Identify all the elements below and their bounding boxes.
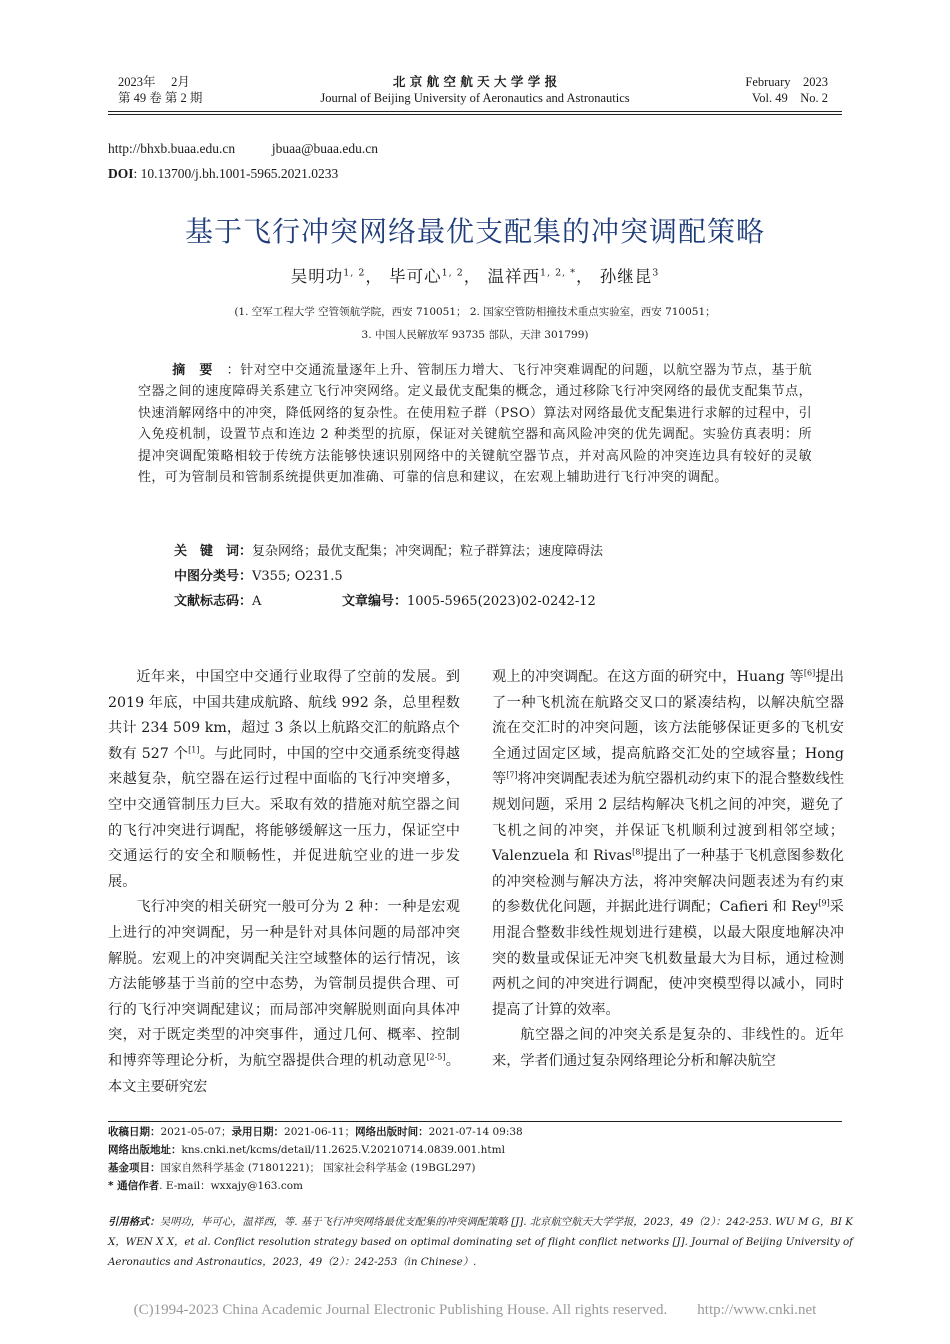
affiliation-line-1: (1. 空军工程大学 空管领航学院，西安 710051； 2. 国家空管防相撞技术重点实验室，西安 710051；: [234, 306, 716, 318]
header-right: [640, 74, 828, 106]
online-date: 2021-07-14 09:38: [428, 1126, 523, 1138]
body-paragraph: 航空器之间的冲突关系是复杂的、非线性的。近年来，学者们通过复杂网络理论分析和解决航空: [492, 1027, 844, 1069]
received-label: 收稿日期：: [108, 1126, 161, 1138]
doi-label: DOI: [108, 166, 134, 181]
accepted-date: 2021-06-11；: [284, 1126, 356, 1138]
issue-volume-cn: 第 49 卷 第 2 期: [118, 91, 203, 105]
author-name: 毕可心: [389, 267, 442, 286]
doi-line: [108, 166, 338, 182]
doi-value[interactable]: : 10.13700/j.bh.1001-5965.2021.0233: [133, 166, 339, 181]
author-affil: 1, 2: [343, 267, 366, 279]
header-rule-thin: [108, 114, 842, 115]
copyright-notice: (C)1994-2023 China Academic Journal Electronic Publishing House. All rights reserved. http://www.cnki.net: [133, 1302, 817, 1318]
issue-date-cn: 2023年 2月: [118, 75, 190, 89]
issue-date-en: February 2023: [745, 75, 828, 89]
author-name: 孙继昆: [599, 267, 653, 286]
abstract: 摘要：针对空中交通流量逐年上升、管制压力增大、飞行冲突难调配的问题，以航空器为节点，基于航空器之间的速度障碍关系建立飞行冲突网络。定义最优支配集的概念，通过移除飞行冲突网络的最优支配集节点，快速消解网络中的冲突，降低网络的复杂性。在使用粒子群（PSO）算法对网络最优支配集进行求解的过程中，引入免疫机制，设置节点和连边 2 种类型的抗原，保证对关键航空器和高风险冲突的优先调配。实验仿真表明：所提冲突调配策略相较于传统方法能够快速识别网络中的关键航空器节点，并对高风险的冲突连边具有较好的灵敏性，可为管制员和管制系统提供更加准确、可靠的信息和建议，在宏观上辅助进行飞行冲突的调配。: [138, 363, 812, 486]
author-sep: ，: [575, 267, 594, 286]
author-affil: 3: [652, 267, 660, 279]
author-name: 温祥西: [487, 267, 541, 286]
affiliation-line-2: 3. 中国人民解放军 93735 部队，天津 301799): [361, 329, 589, 341]
footnote-rule: [108, 1121, 842, 1122]
footnote-corresponding: [108, 1177, 303, 1195]
received-date: 2021-05-07；: [160, 1126, 232, 1138]
journal-email[interactable]: jbuaa@buaa.edu.cn: [271, 141, 378, 156]
online-url[interactable]: kns.cnki.net/kcms/detail/11.2625.V.20210714.0839.001.html: [181, 1144, 505, 1156]
online-url-label: 网络出版地址：: [108, 1144, 182, 1156]
keywords-text: 复杂网络；最优支配集；冲突调配；粒子群算法；速度障碍法: [252, 544, 604, 559]
citation-ref[interactable]: [1]: [188, 745, 200, 755]
keywords: [174, 540, 603, 559]
journal-name-cn: 北 京 航 空 航 天 大 学 学 报: [392, 74, 558, 89]
author-list: [0, 263, 950, 287]
accepted-label: 录用日期：: [231, 1126, 285, 1138]
author-affil: 1, 2, *: [540, 267, 576, 279]
header-rule: [108, 111, 842, 112]
classification: [174, 565, 343, 584]
journal-url[interactable]: http://bhxb.buaa.edu.cn: [108, 141, 236, 156]
article-number: [342, 590, 596, 609]
journal-name-en: Journal of Beijing University of Aeronautics and Astronautics: [320, 91, 630, 105]
header-left: [118, 74, 202, 106]
funding-text: 国家自然科学基金 (71801221)； 国家社会科学基金 (19BGL297): [160, 1162, 476, 1174]
citation-ref[interactable]: [8]: [632, 847, 644, 857]
funding-label: 基金项目：: [108, 1162, 161, 1174]
citation-ref[interactable]: [9]: [818, 898, 830, 908]
footnote-dates: [108, 1123, 523, 1141]
corresponding-email[interactable]: . E-mail：wxxajy@163.com: [159, 1180, 303, 1192]
doc-code: [174, 590, 261, 609]
author-name: 吴明功: [290, 267, 344, 286]
footnote-online-url: [108, 1141, 505, 1159]
paper-title: 基于飞行冲突网络最优支配集的冲突调配策略: [184, 215, 765, 248]
author-sep: ，: [365, 267, 383, 286]
article-number-label: 文章编号：: [342, 594, 408, 609]
keywords-label: 关 键 词：: [174, 544, 253, 559]
online-label: 网络出版时间：: [355, 1126, 429, 1138]
journal-url-line: [108, 141, 378, 157]
classification-text: V355; O231.5: [252, 569, 343, 584]
citation-label: 引用格式：: [108, 1216, 160, 1228]
author-affil: 1, 2: [441, 267, 464, 279]
citation-format: [108, 1212, 853, 1272]
doc-code-label: 文献标志码：: [174, 594, 253, 609]
abstract-text: 针对空中交通流量逐年上升、管制压力增大、飞行冲突难调配的问题，以航空器为节点，基于航空器之间的速度障碍关系建立飞行冲突网络。定义最优支配集的概念，通过移除飞行冲突网络的最优支配集节点，快速消解网络中的冲突，降低网络的复杂性。在使用粒子群（PSO）算法对网络最优支配集进行求解的过程中，引入免疫机制，设置节点和连边 2 种类型的抗原，保证对关键航空器和高风险冲突的优先调配。实验仿真表明：所提冲突调配策略相较于传统方法能够快速识别网络中的关键航空器节点，并对高风险的冲突连边具有较好的灵敏性，可为管制员和管制系统提供更加准确、可靠的信息和建议，在宏观上辅助进行飞行冲突的调配。: [138, 363, 812, 486]
footnote-funding: [108, 1159, 476, 1177]
body-column-right: [492, 665, 844, 1075]
header-center: [260, 74, 690, 106]
body-column-left: [108, 665, 460, 1100]
body-paragraph: 近年来，中国空中交通行业取得了空前的发展。到 2019 年底，中国共建成航路、航线 992 条，总里程数共计 234 509 km，超过 3 条以上航路交汇的航路点个数有 527 个[1]。与此同时，中国的空中交通系统变得越来越复杂，航空器在运行过程中面临的飞行冲突增多，空中交通管制压力巨大。采取有效的措施对航空器之间的飞行冲突进行调配，将能够缓解这一压力，保证空中交通运行的安全和顺畅性，并促进航空业的进一步发展。: [108, 669, 460, 890]
body-paragraph: 飞行冲突的相关研究一般可分为 2 种：一种是宏观上进行的冲突调配，另一种是针对具体问题的局部冲突解脱。宏观上的冲突调配关注空域整体的运行情况，该方法能够基于当前的空中态势，为管制员提供合理、可行的飞行冲突调配建议；而局部冲突解脱则面向具体冲突，对于既定类型的冲突事件，通过几何、概率、控制和博弈等理论分析，为航空器提供合理的机动意见[2-5]。本文主要研究宏: [108, 899, 460, 1095]
author-sep: ，: [463, 267, 482, 286]
citation-ref[interactable]: [7]: [506, 770, 518, 780]
classification-label: 中图分类号：: [174, 569, 253, 584]
issue-volume-en: Vol. 49 No. 2: [751, 91, 828, 105]
doc-code-text: A: [252, 594, 262, 609]
corresponding-label: * 通信作者: [108, 1180, 160, 1192]
citation-text: 吴明功，毕可心，温祥西，等. 基于飞行冲突网络最优支配集的冲突调配策略 [J]. 北京航空航天大学学报，2023，49（2）：242-253. WU M G，BI K X，WEN X X，et al. Conflict resolution strategy based on optimal dominating set of flight conflict networks [J]. Journal of Beijing University of Aeronautics and Astronautics，2023，49（2）：242-253（in Chinese）.: [108, 1216, 853, 1268]
body-paragraph: 观上的冲突调配。在这方面的研究中，Huang 等[6]提出了一种飞机流在航路交叉口的紧凑结构，以解决航空器流在交汇时的冲突问题，该方法能够保证更多的飞机安全通过固定区域，提高航路交汇处的空域容量；Hong 等[7]将冲突调配表述为航空器机动约束下的混合整数线性规划问题，采用 2 层结构解决飞机之间的冲突，避免了飞机之间的冲突，并保证飞机顺利过渡到相邻空域；Valenzuela 和 Rivas[8]提出了一种基于飞机意图参数化的冲突检测与解决方法，将冲突解决问题表述为有约束的参数优化问题，并据此进行调配；Cafieri 和 Rey[9]采用混合整数非线性规划进行建模，以最大限度地解决冲突的数量或保证无冲突飞机数量最大为目标，通过检测两机之间的冲突进行调配，使冲突模型得以减小，同时提高了计算的效率。: [492, 668, 844, 1018]
citation-ref[interactable]: [2-5]: [426, 1052, 446, 1062]
abstract-label: 摘要: [172, 363, 227, 378]
citation-ref[interactable]: [6]: [803, 668, 816, 678]
article-number-text: 1005-5965(2023)02-0242-12: [407, 594, 596, 609]
